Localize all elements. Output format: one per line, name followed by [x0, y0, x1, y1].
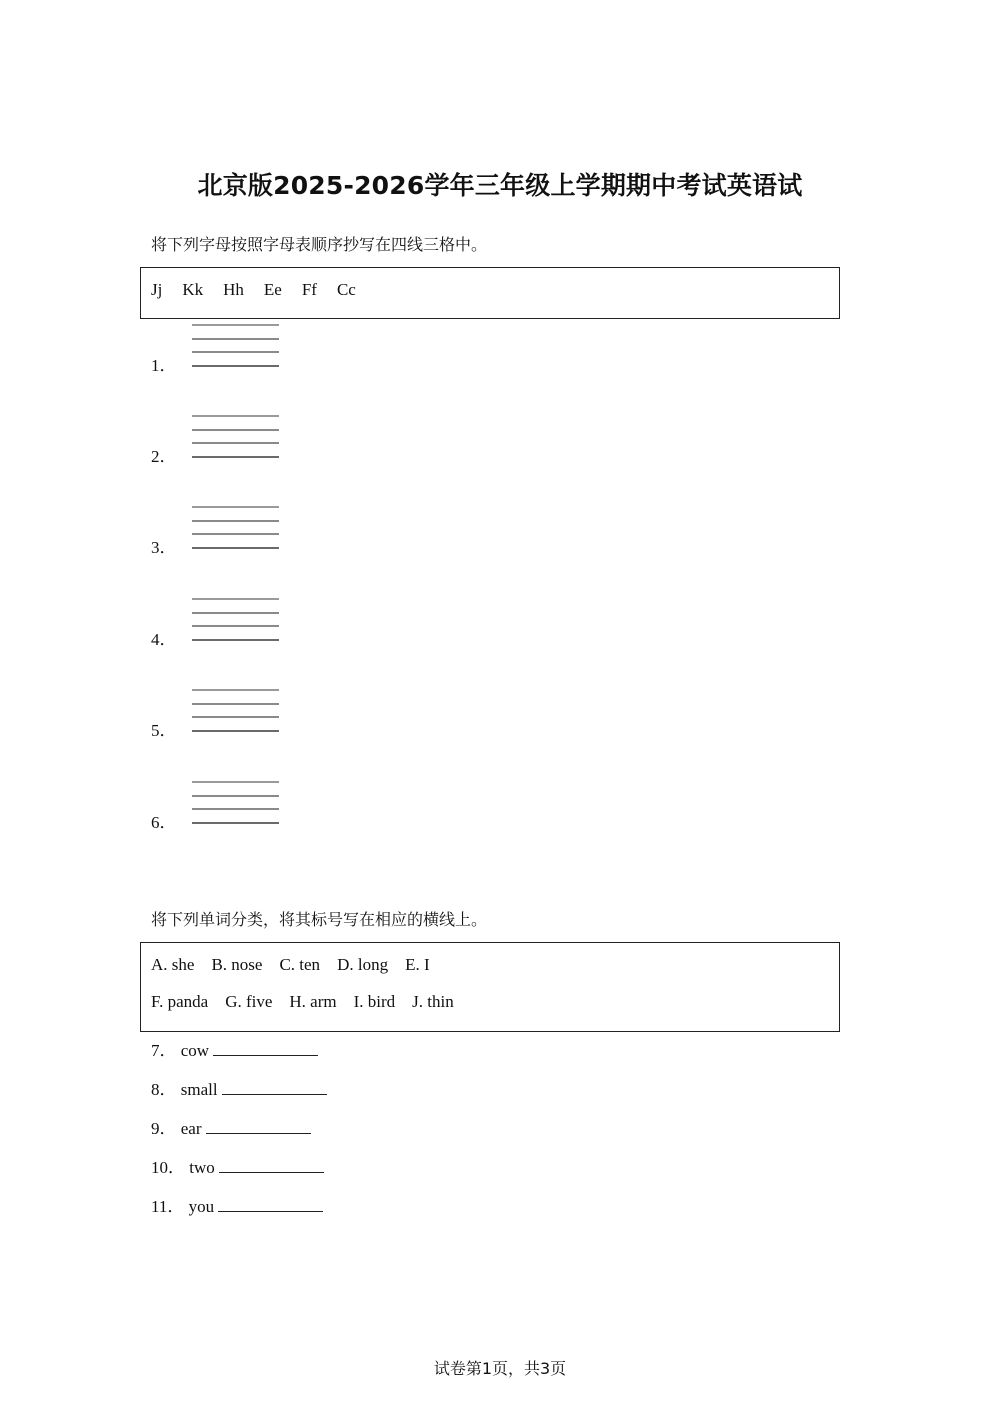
question-number: 1． — [151, 356, 177, 375]
word-option: G. five — [225, 992, 273, 1011]
question-number: 10． — [151, 1158, 185, 1177]
question-number: 2． — [151, 447, 177, 466]
classify-question — [151, 1153, 324, 1178]
answer-blank[interactable] — [219, 1158, 324, 1173]
section1-instruction: 将下列字母按照字母表顺序抄写在四线三格中。 — [151, 235, 488, 254]
question-word: small — [180, 1080, 218, 1099]
question-number: 6． — [151, 813, 177, 832]
word-option: E. I — [405, 955, 430, 974]
question-number: 7． — [151, 1041, 177, 1060]
letters-box — [140, 267, 840, 319]
four-line-grid[interactable] — [192, 592, 279, 642]
word-options-box — [140, 942, 840, 1032]
word-options-row — [151, 992, 471, 1012]
word-option: D. long — [337, 955, 389, 974]
word-option: C. ten — [279, 955, 321, 974]
question-number: 11． — [151, 1197, 185, 1216]
section2-instruction: 将下列单词分类，将其标号写在相应的横线上。 — [151, 910, 488, 929]
word-option: I. bird — [353, 992, 396, 1011]
answer-blank[interactable] — [213, 1041, 318, 1056]
classify-question — [151, 1036, 318, 1061]
question-word: ear — [180, 1119, 202, 1138]
page-footer: 试卷第1页，共3页 — [433, 1359, 567, 1378]
question-number: 8． — [151, 1080, 177, 1099]
letter-item: Ee — [263, 280, 282, 299]
classify-question — [151, 1114, 311, 1139]
letter-item: Ff — [301, 280, 317, 299]
classify-question — [151, 1192, 323, 1217]
four-line-grid[interactable] — [192, 318, 279, 368]
letter-item: Kk — [182, 280, 204, 299]
question-number: 4． — [151, 630, 177, 649]
question-number: 5． — [151, 721, 177, 740]
classify-question — [151, 1075, 327, 1100]
word-option: J. thin — [412, 992, 454, 1011]
four-line-grid[interactable] — [192, 683, 279, 733]
letters-list — [151, 280, 376, 300]
word-option: A. she — [151, 955, 195, 974]
question-word: cow — [180, 1041, 210, 1060]
word-options-row — [151, 955, 447, 975]
question-number: 9． — [151, 1119, 177, 1138]
page-title: 北京版2025-2026学年三年级上学期期中考试英语试 — [197, 171, 803, 200]
word-option: B. nose — [211, 955, 263, 974]
four-line-grid[interactable] — [192, 500, 279, 550]
letter-item: Hh — [223, 280, 244, 299]
letter-item: Cc — [336, 280, 356, 299]
answer-blank[interactable] — [206, 1119, 311, 1134]
word-option: H. arm — [289, 992, 337, 1011]
question-word: you — [188, 1197, 215, 1216]
letter-item: Jj — [151, 280, 163, 299]
four-line-grid[interactable] — [192, 409, 279, 459]
question-number: 3． — [151, 538, 177, 557]
word-option: F. panda — [151, 992, 209, 1011]
question-word: two — [189, 1158, 215, 1177]
answer-blank[interactable] — [218, 1197, 323, 1212]
four-line-grid[interactable] — [192, 775, 279, 825]
answer-blank[interactable] — [222, 1080, 327, 1095]
